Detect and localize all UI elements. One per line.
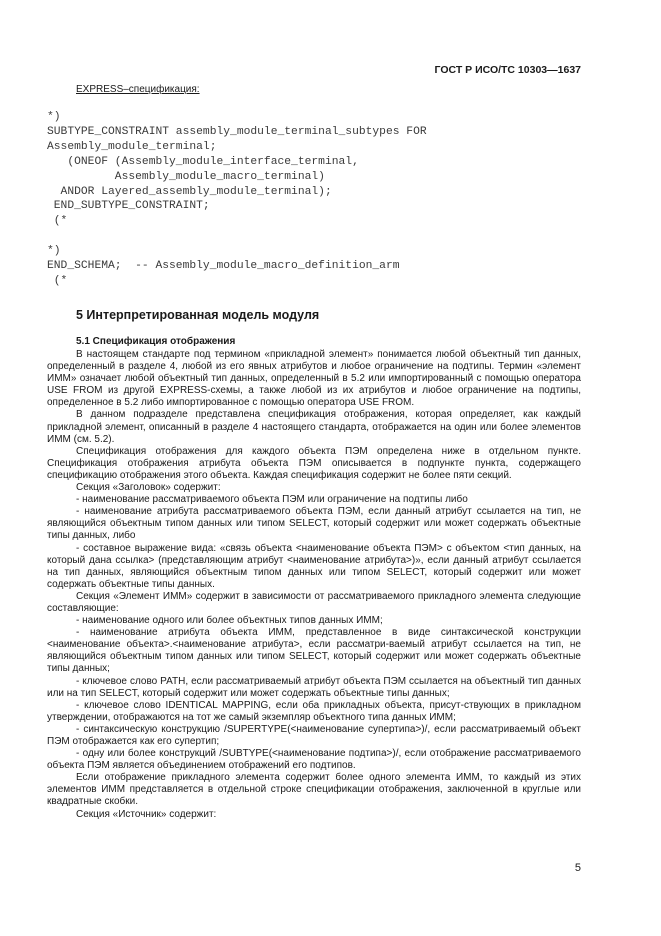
paragraph: - составное выражение вида: «связь объекта <наименование объекта ПЭМ> с объектом <тип данных, на который дана ссылка> (представляющим атрибут <наименование атрибута>)», если данный атрибут ссылается на тип данных, являющийся объектным типом данных или типом SELECT, который содержит или может содержать объектные типы данных.: [47, 542, 581, 590]
code-line: (ONEOF (Assembly_module_interface_terminal,: [47, 155, 359, 168]
paragraph: Если отображение прикладного элемента содержит более одного элемента ИММ, то каждый из этих элементов ИММ представляется в отдельной строке спецификации отображения, заключенной в круглые или квадратные скобки.: [47, 772, 581, 808]
code-line: SUBTYPE_CONSTRAINT assembly_module_terminal_subtypes FOR: [47, 125, 427, 138]
code-line: Assembly_module_macro_terminal): [47, 170, 325, 183]
section-title: 5 Интерпретированная модель модуля: [76, 308, 320, 322]
paragraph: - одну или более конструкций /SUBTYPE(<наименование подтипа>)/, если отображение рассматриваемого объекта ПЭМ является объединением отображений его подтипов.: [47, 748, 581, 772]
paragraph: Секция «Заголовок» содержит:: [76, 482, 221, 494]
subsection-title: 5.1 Спецификация отображения: [76, 336, 236, 347]
code-line: END_SCHEMA; -- Assembly_module_macro_definition_arm: [47, 260, 400, 273]
body-text: [47, 349, 581, 821]
code-line: *): [47, 245, 61, 258]
paragraph: - ключевое слово PATH, если рассматриваемый атрибут объекта ПЭМ ссылается на объектный тип данных или на тип SELECT, который содержит или может содержать объектные типы данных;: [47, 675, 581, 699]
paragraph: - наименование атрибута рассматриваемого объекта ПЭМ, если данный атрибут ссылается на тип, не являющийся объектным типом данных или типом SELECT, который содержит или может содержать объектные типы данных, либо: [47, 506, 581, 542]
code-line: Assembly_module_terminal;: [47, 140, 217, 153]
document-header: ГОСТ Р ИСО/ТС 10303—1637: [434, 64, 581, 76]
page-number: 5: [574, 862, 581, 874]
code-line: (*: [47, 215, 68, 228]
paragraph: - наименование одного или более объектных типов данных ИММ;: [76, 615, 383, 627]
express-code-block: [47, 110, 427, 289]
paragraph: - синтаксическую конструкцию /SUPERTYPE(<наименование супертипа>)/, если рассматриваемый объект ПЭМ отображается как его супертип;: [47, 723, 581, 747]
paragraph: В данном подразделе представлена спецификация отображения, которая определяет, как каждый прикладной элемент, описанный в разделе 4 настоящего стандарта, отображается на один или более элементов ИММ (см. 5.2).: [47, 409, 581, 445]
paragraph: - ключевое слово IDENTICAL MAPPING, если оба прикладных объекта, присут-ствующих в прикладном утверждении, отображаются на тот же самый экземпляр объектного типа данных ИММ;: [47, 699, 581, 723]
paragraph: Спецификация отображения для каждого объекта ПЭМ определена ниже в отдельном пункте. Спецификация отображения атрибута объекта ПЭМ описывается в подпункте пункта, содержащего спецификацию отображения этого объекта. Каждая спецификация содержит не более пяти секций.: [47, 445, 581, 481]
paragraph: Секция «Источник» содержит:: [76, 808, 217, 820]
paragraph: - наименование рассматриваемого объекта ПЭМ или ограничение на подтипы либо: [76, 494, 468, 506]
express-spec-label: EXPRESS–спецификация:: [76, 84, 200, 95]
paragraph: - наименование атрибута объекта ИММ, представленное в виде синтаксической конструкции <наименование объекта>.<наименование атрибута>, если рассматри-ваемый атрибут ссылается на тип, не являющийся объектным типом данных или типом SELECT, который содержит или может содержать объектные типы данных;: [47, 627, 581, 675]
code-line: *): [47, 111, 61, 123]
code-line: END_SUBTYPE_CONSTRAINT;: [47, 200, 210, 213]
code-line: (*: [47, 274, 68, 287]
code-line: ANDOR Layered_assembly_module_terminal);: [47, 185, 332, 198]
paragraph: В настоящем стандарте под термином «прикладной элемент» понимается любой объектный тип данных, определенный в разделе 4, любой из его явных атрибутов и любое ограничение на подтипы. Термин «элемент ИММ» означает любой объектный тип данных, определенный в 5.2 или импортированный с помощью оператора USE FROM из другой EXPRESS-схемы, а также любой из их атрибутов и любое ограничение на подтипы, определенное в 5.2 либо импортированное с помощью оператора USE FROM.: [47, 349, 581, 409]
paragraph: Секция «Элемент ИММ» содержит в зависимости от рассматриваемого прикладного элемента следующие составляющие:: [47, 590, 581, 614]
